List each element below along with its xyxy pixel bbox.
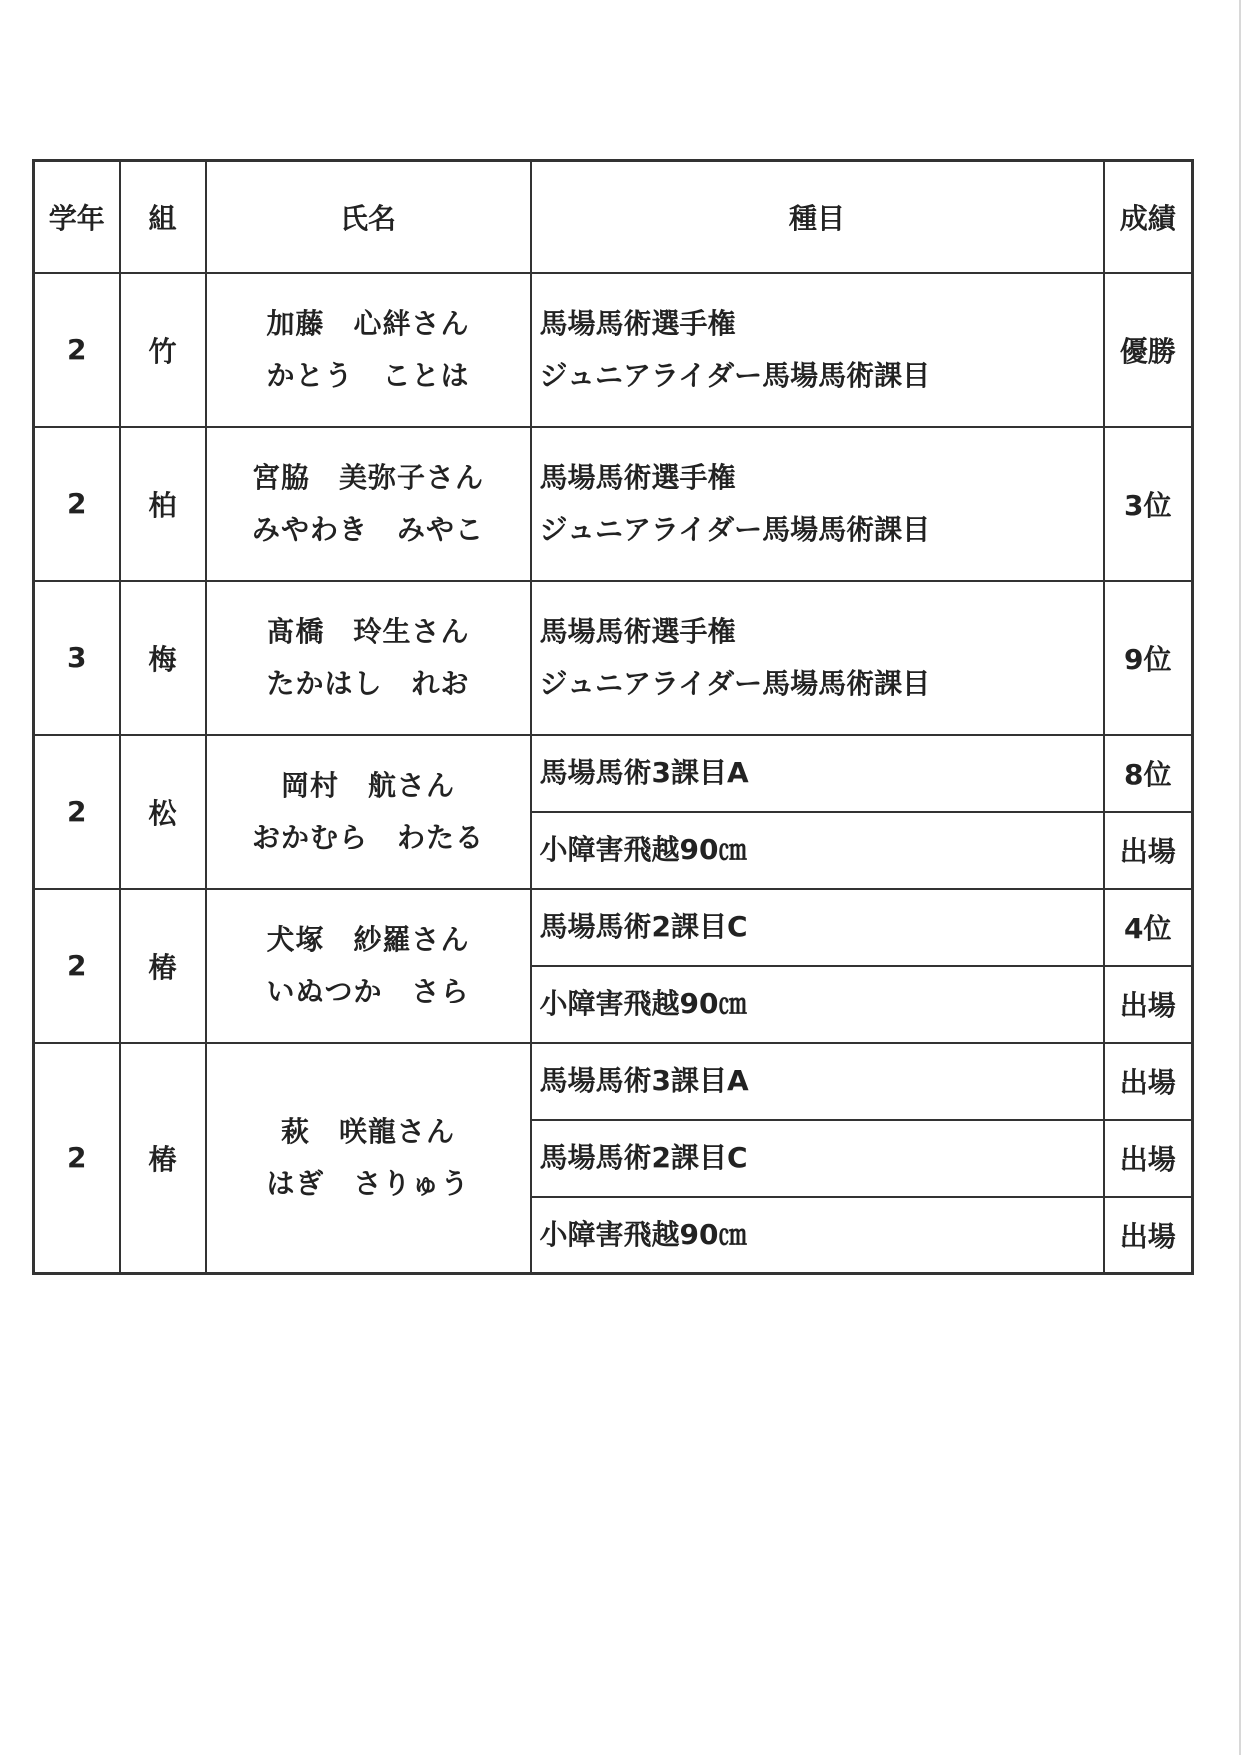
event-cell [531, 427, 1104, 581]
student-kana: かとう ことは [266, 358, 470, 392]
event-line-1: 馬場馬術選手権 [539, 460, 736, 494]
class-cell: 梅 [120, 581, 206, 735]
table-row [34, 581, 1193, 735]
name-cell [206, 427, 531, 581]
event-cell: 馬場馬術2課目C [531, 1120, 1104, 1197]
grade-cell: 2 [34, 889, 120, 1043]
table-row [34, 273, 1193, 427]
event-cell: 小障害飛越90㎝ [531, 1197, 1104, 1274]
student-name: 宮脇 美弥子さん [251, 460, 484, 494]
name-cell [206, 581, 531, 735]
header-grade: 学年 [34, 161, 120, 273]
result-cell: 9位 [1104, 581, 1193, 735]
student-kana: おかむら わたる [251, 820, 484, 854]
grade-cell: 2 [34, 735, 120, 889]
result-cell: 出場 [1104, 1120, 1193, 1197]
event-cell: 小障害飛越90㎝ [531, 966, 1104, 1043]
student-name: 髙橋 玲生さん [266, 614, 470, 648]
class-cell: 椿 [120, 889, 206, 1043]
table-row [34, 889, 1193, 966]
name-cell [206, 889, 531, 1043]
student-kana: たかはし れお [266, 666, 470, 700]
header-result: 成績 [1104, 161, 1193, 273]
result-cell: 出場 [1104, 1197, 1193, 1274]
name-cell [206, 273, 531, 427]
header-name: 氏名 [206, 161, 531, 273]
class-cell: 竹 [120, 273, 206, 427]
table-row [34, 1043, 1193, 1120]
event-cell: 馬場馬術3課目A [531, 735, 1104, 812]
grade-cell: 2 [34, 273, 120, 427]
class-cell: 柏 [120, 427, 206, 581]
results-table [32, 159, 1194, 1275]
table-row [34, 427, 1193, 581]
result-cell: 4位 [1104, 889, 1193, 966]
student-kana: はぎ さりゅう [266, 1166, 470, 1200]
event-cell [531, 273, 1104, 427]
event-cell: 小障害飛越90㎝ [531, 812, 1104, 889]
student-name: 犬塚 紗羅さん [266, 922, 470, 956]
event-cell: 馬場馬術3課目A [531, 1043, 1104, 1120]
header-class: 組 [120, 161, 206, 273]
table-header-row [34, 161, 1193, 273]
result-cell: 8位 [1104, 735, 1193, 812]
result-cell: 出場 [1104, 966, 1193, 1043]
grade-cell: 3 [34, 581, 120, 735]
event-line-2: ジュニアライダー馬場馬術課目 [539, 512, 931, 546]
table-row [34, 735, 1193, 812]
student-kana: みやわき みやこ [251, 512, 484, 546]
result-cell: 優勝 [1104, 273, 1193, 427]
event-line-1: 馬場馬術選手権 [539, 306, 736, 340]
grade-cell: 2 [34, 1043, 120, 1274]
event-line-2: ジュニアライダー馬場馬術課目 [539, 358, 931, 392]
class-cell: 椿 [120, 1043, 206, 1274]
student-name: 加藤 心絆さん [266, 306, 470, 340]
event-line-1: 馬場馬術選手権 [539, 614, 736, 648]
student-name: 岡村 航さん [280, 768, 455, 802]
student-name: 萩 咲龍さん [280, 1114, 455, 1148]
event-cell [531, 581, 1104, 735]
event-line-2: ジュニアライダー馬場馬術課目 [539, 666, 931, 700]
header-event: 種目 [531, 161, 1104, 273]
name-cell [206, 735, 531, 889]
event-cell: 馬場馬術2課目C [531, 889, 1104, 966]
result-cell: 3位 [1104, 427, 1193, 581]
student-kana: いぬつか さら [266, 974, 470, 1008]
grade-cell: 2 [34, 427, 120, 581]
class-cell: 松 [120, 735, 206, 889]
result-cell: 出場 [1104, 812, 1193, 889]
result-cell: 出場 [1104, 1043, 1193, 1120]
name-cell [206, 1043, 531, 1274]
